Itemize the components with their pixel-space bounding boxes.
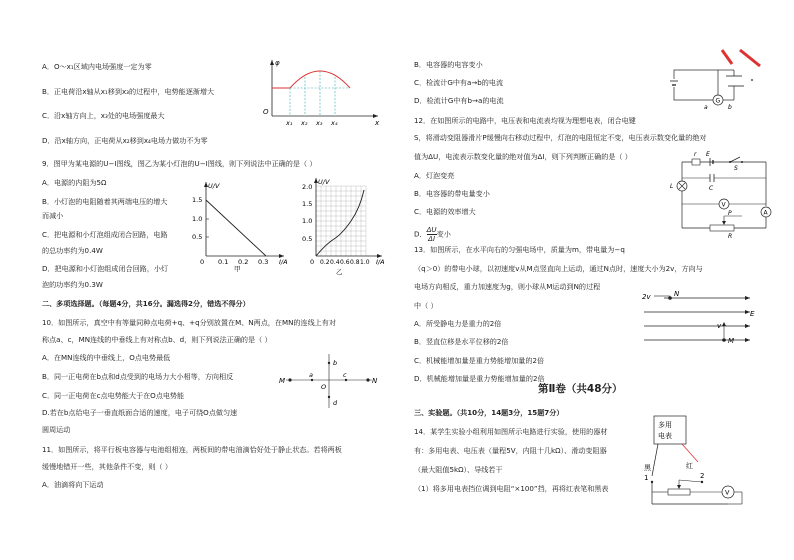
d-label: d: [333, 399, 338, 407]
circuit-p-label: P: [728, 210, 732, 217]
q10-option-d-line2: 圆周运动: [42, 425, 71, 434]
circuit-a-label: A: [763, 209, 768, 217]
q11-stem-line1: 11．如图所示，将平行板电容器与电池组相连，两板间的带电油滴恰好处于静止状态。若将两板: [42, 445, 342, 454]
meter-v-label: V: [725, 488, 730, 497]
q11-option-b: B．电容器的电容变小: [414, 60, 483, 69]
q10-stem-line1: 10．如图所示，真空中有等量同种点电荷+q、+q分别放置在M、N两点，在MN的连线上有对: [42, 318, 336, 327]
q11-stem-line2: 缓慢地错开一些，其他条件不变，则（ ）: [42, 462, 172, 471]
x2-label: x₂: [301, 119, 308, 127]
q12-stem-line2: S，将滑动变阻器滑片P缓慢向右移动过程中，灯泡的电阻恒定不变，电压表示数变化量的绝对: [414, 133, 707, 142]
red-probe-label: 红: [686, 462, 693, 470]
q9-option-d-line2: 泡的功率约为0.3W: [42, 280, 103, 289]
cap-a-label: a: [704, 104, 708, 111]
jia-caption: 甲: [234, 265, 241, 272]
q14-stem-line2: 有：多用电表、电压表（量程5V，内阻十几kΩ）、滑动变阻器: [414, 446, 607, 455]
field-v-label: v: [717, 322, 722, 330]
q13-option-c: C．机械能增加量是重力势能增加量的2倍: [414, 356, 545, 365]
q13-option-a: A．所受静电力是重力的2倍: [414, 319, 502, 328]
q14-stem-line3: （最大阻值5kΩ）、导线若干: [414, 465, 503, 474]
multimeter-circuit: [642, 412, 752, 514]
q9-option-c-line2: 的总功率约为0.4W: [42, 246, 103, 255]
x3-label: x₃: [316, 119, 323, 127]
q10-option-b: B．同一正电荷在b点和d点受到的电场力大小相等，方向相反: [42, 372, 234, 381]
yi-ylabel: U/V: [318, 178, 330, 186]
yi-x3: 0.6: [340, 259, 350, 266]
q9-option-c-line1: C．把电源和小灯泡组成闭合回路，电路: [42, 230, 168, 239]
electric-field-diagram: [640, 286, 758, 352]
q13-option-d: D．机械能增加量是重力势能增加量的2倍: [414, 374, 545, 383]
q14-stem-line4: （1）将多用电表挡位调到电阻“×100”挡，再将红表笔和黑表: [414, 484, 609, 493]
q13-option-b: B．竖直位移是水平位移的2倍: [414, 337, 509, 346]
q8-option-a: A．O～x₁区域内电场强度一定为零: [42, 62, 152, 71]
q9-option-d-line1: D．把电源和小灯泡组成闭合回路，小灯: [42, 264, 169, 273]
jia-y1: 1.5: [192, 196, 203, 204]
q9-option-b-line2: 而减小: [42, 211, 64, 220]
fraction-numerator: ΔU: [426, 225, 437, 234]
left-column: [0, 0, 394, 560]
jia-xlabel: I/A: [279, 258, 288, 266]
q10-stem-line2: 称点a、c，MN连线的中垂线上有对称点b、d，则下列说法正确的是（ ）: [42, 335, 272, 344]
meter-label-2: 电表: [658, 432, 672, 440]
circuit-e-label: E: [706, 151, 710, 158]
jia-y2: 1.0: [192, 215, 203, 223]
q10-option-c: C．同一正电荷在c点电势能大于在O点电势能: [42, 391, 185, 400]
q9-option-b-line1: B．小灯泡的电阻随着其两端电压的增大: [42, 197, 168, 206]
jia-x3: 0.3: [258, 258, 269, 266]
yi-y4: 0.5: [302, 235, 313, 243]
q13-stem-line2: （q＞0）的带电小球，以初速度v从M点竖直向上运动，通过N点时，速度大小为2v，方向与: [414, 264, 703, 273]
a-label: a: [309, 371, 313, 379]
meter-label-1: 多用: [658, 421, 672, 429]
b-label: b: [333, 359, 338, 367]
right-column: [394, 0, 794, 560]
yi-x1: 0.2: [320, 259, 330, 266]
terminal-1-label: 1: [644, 474, 649, 482]
q12-option-c: C．电源的效率增大: [414, 207, 476, 216]
q12-stem-line3: 值为ΔU，电流表示数变化量的绝对值为ΔI，则下列判断正确的是（ ）: [414, 152, 632, 161]
black-probe-label: 黑: [644, 464, 651, 472]
yi-origin: 0: [310, 258, 315, 266]
yi-y3: 1.0: [302, 217, 313, 225]
lamp-capacitor-circuit: [670, 148, 780, 240]
capacitor-circuit: [666, 46, 766, 114]
x1-label: x₁: [286, 119, 293, 127]
q14-stem-line1: 14．某学生实验小组利用如图所示电路进行实验，使用的器材: [414, 427, 608, 436]
o-label: O: [321, 383, 327, 391]
yi-xlabel: I/A: [376, 258, 385, 266]
yi-x5: 1.0: [360, 259, 370, 266]
yi-y2: 1.5: [302, 200, 313, 208]
field-e-label: E: [750, 310, 755, 318]
q12-option-d: [414, 226, 451, 243]
two-v-label: 2v: [642, 293, 651, 301]
graph-jia: [186, 176, 292, 272]
q11-option-d: D．检流计G中有b→a的电流: [414, 96, 504, 105]
mn-charge-diagram: [276, 350, 382, 414]
c-label: c: [343, 371, 347, 379]
phi-x-graph: [262, 56, 384, 128]
jia-x2: 0.2: [238, 258, 249, 266]
circuit-l-label: L: [670, 183, 674, 190]
yi-caption: 乙: [336, 268, 343, 276]
q8-option-c: C．沿x轴方向上，x₃处的电场强度最大: [42, 111, 165, 120]
q12-d-suffix: 变小: [436, 229, 451, 239]
m-label: M: [279, 377, 286, 385]
q9-option-a: A．电源的内阻为5Ω: [42, 178, 107, 187]
terminal-2-label: 2: [700, 472, 705, 480]
field-m-label: M: [728, 337, 735, 345]
yi-x4: 0.8: [350, 259, 360, 266]
circuit-v-label: V: [721, 201, 726, 209]
q8-option-d: D．沿x轴方向，正电荷从x₂移到x₄电场力做功不为零: [42, 136, 208, 145]
field-n-label: N: [674, 290, 680, 298]
delta-fraction: [427, 226, 437, 243]
q10-option-d-line1: D.若在b点给电子一垂直纸面合适的速度，电子可绕O点做匀速: [42, 408, 238, 417]
part-2-heading: 第Ⅱ卷（共48分）: [538, 383, 623, 395]
circuit-r-label: r: [694, 151, 697, 158]
section-2-heading: 二、多项选择题。（每题4分，共16分。漏选得2分，错选不得分）: [42, 299, 250, 308]
q12-option-a: A．灯泡变亮: [414, 171, 455, 180]
circuit-s-label: S: [734, 165, 738, 172]
origin-label: O: [263, 108, 269, 116]
q10-option-a: A．在MN连线的中垂线上，O点电势最低: [42, 353, 171, 362]
circuit-c-label: C: [709, 185, 714, 192]
jia-y3: 0.5: [192, 233, 203, 241]
q13-stem-line4: 中（ ）: [414, 301, 438, 310]
galvanometer-label: G: [715, 97, 721, 105]
graph-yi: [296, 176, 388, 280]
jia-origin: 0: [200, 258, 205, 266]
jia-ylabel: U/V: [208, 182, 220, 190]
yi-x2: 0.4: [330, 259, 340, 266]
cap-b-label: b: [728, 104, 732, 111]
yi-y1: 2.0: [302, 183, 313, 191]
q13-stem-line1: 13．如图所示，在水平向右的匀强电场中，质量为m，带电量为−q: [414, 245, 625, 254]
q12-option-b: B．电容器的带电量变小: [414, 189, 490, 198]
section-3-heading: 三、实验题。（共10分，14题3分，15题7分）: [414, 408, 564, 417]
q9-stem: 9．图甲为某电源的U−I图线，图乙为某小灯泡的U−I图线，则下列说法中正确的是（ ）: [42, 159, 317, 168]
q11-option-c: C．检流计G中有a→b的电流: [414, 78, 504, 87]
fraction-denominator: ΔI: [428, 234, 436, 243]
x4-label: x₄: [331, 119, 338, 127]
q8-option-b: B．正电荷沿x轴从x₁移到x₃的过程中，电势能逐渐增大: [42, 87, 215, 96]
circuit-rr-label: R: [728, 233, 733, 240]
n-label: N: [372, 377, 378, 385]
q12-stem-line1: 12．在如图所示的电路中，电压表和电流表均视为理想电表，闭合电键: [414, 116, 636, 125]
x-label: x: [375, 119, 380, 127]
jia-x1: 0.1: [218, 258, 229, 266]
q13-stem-line3: 电场方向相反，重力加速度为g，则小球从M运动到N的过程: [414, 282, 601, 291]
q12-d-prefix: D．: [414, 229, 427, 239]
q11-option-a: A．油滴将向下运动: [42, 480, 104, 489]
phi-label: φ: [275, 59, 280, 67]
